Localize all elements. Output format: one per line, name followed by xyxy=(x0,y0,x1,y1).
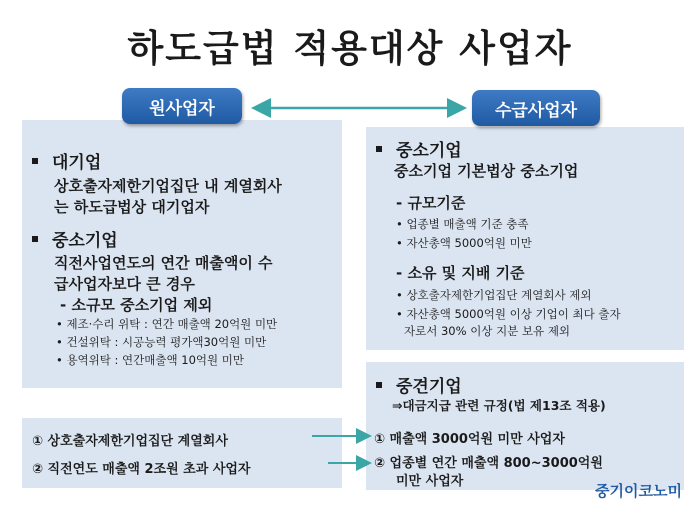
mid-enterprise-item-2-cont: 미만 사업자 xyxy=(396,474,464,489)
mid-enterprise-heading: 중견기업 xyxy=(376,372,462,397)
small-sme-exclusion: - 소규모 중소기업 제외 xyxy=(60,296,213,314)
sme-heading-right: 중소기업 xyxy=(376,136,462,161)
left-criterion-2: ② 직전연도 매출액 2조원 초과 사업자 xyxy=(32,462,251,477)
page-title: 하도급법 적용대상 사업자 xyxy=(127,27,573,70)
scale-criteria-item: • 자산총액 5000억원 미만 xyxy=(396,236,532,250)
mid-enterprise-rule: ⇒대금지급 관련 규정(법 제13조 적용) xyxy=(392,398,606,413)
scale-criteria-heading: - 규모기준 xyxy=(396,194,466,212)
large-enterprise-desc: 는 하도급법상 대기업자 xyxy=(54,198,210,216)
large-enterprise-heading: 대기업 xyxy=(32,148,101,173)
exclusion-item: • 건설위탁 : 시공능력 평가액30억원 미만 xyxy=(56,335,267,349)
large-enterprise-desc: 상호출자제한기업집단 내 계열회사 xyxy=(54,177,282,195)
exclusion-item: • 제조·수리 위탁 : 연간 매출액 20억원 미만 xyxy=(56,317,278,331)
ownership-criteria-heading: - 소유 및 지배 기준 xyxy=(396,264,525,282)
left-criterion-1: ① 상호출자제한기업집단 계열회사 xyxy=(32,434,228,449)
exclusion-item: • 용역위탁 : 연간매출액 10억원 미만 xyxy=(56,353,244,367)
sme-desc-left: 직전사업연도의 연간 매출액이 수 xyxy=(54,254,273,272)
mid-enterprise-item-1: ① 매출액 3000억원 미만 사업자 xyxy=(374,432,565,447)
sme-desc-right: 중소기업 기본법상 중소기업 xyxy=(394,162,579,180)
sme-heading-left: 중소기업 xyxy=(32,226,118,251)
scale-criteria-item: • 업종별 매출액 기준 충족 xyxy=(396,217,529,231)
left-header-badge: 원사업자 xyxy=(122,88,242,124)
ownership-criteria-item: • 자산총액 5000억원 이상 기업이 최다 출자 xyxy=(396,307,621,321)
right-header-badge: 수급사업자 xyxy=(472,90,600,126)
sme-desc-left: 급사업자보다 큰 경우 xyxy=(54,275,195,293)
publisher-logo: 중기이코노미 xyxy=(595,482,682,500)
mid-enterprise-item-2: ② 업종별 연간 매출액 800~3000억원 xyxy=(374,456,603,471)
ownership-criteria-item: 자로서 30% 이상 지분 보유 제외 xyxy=(404,324,571,338)
ownership-criteria-item: • 상호출자제한기업집단 계열회사 제외 xyxy=(396,288,592,302)
